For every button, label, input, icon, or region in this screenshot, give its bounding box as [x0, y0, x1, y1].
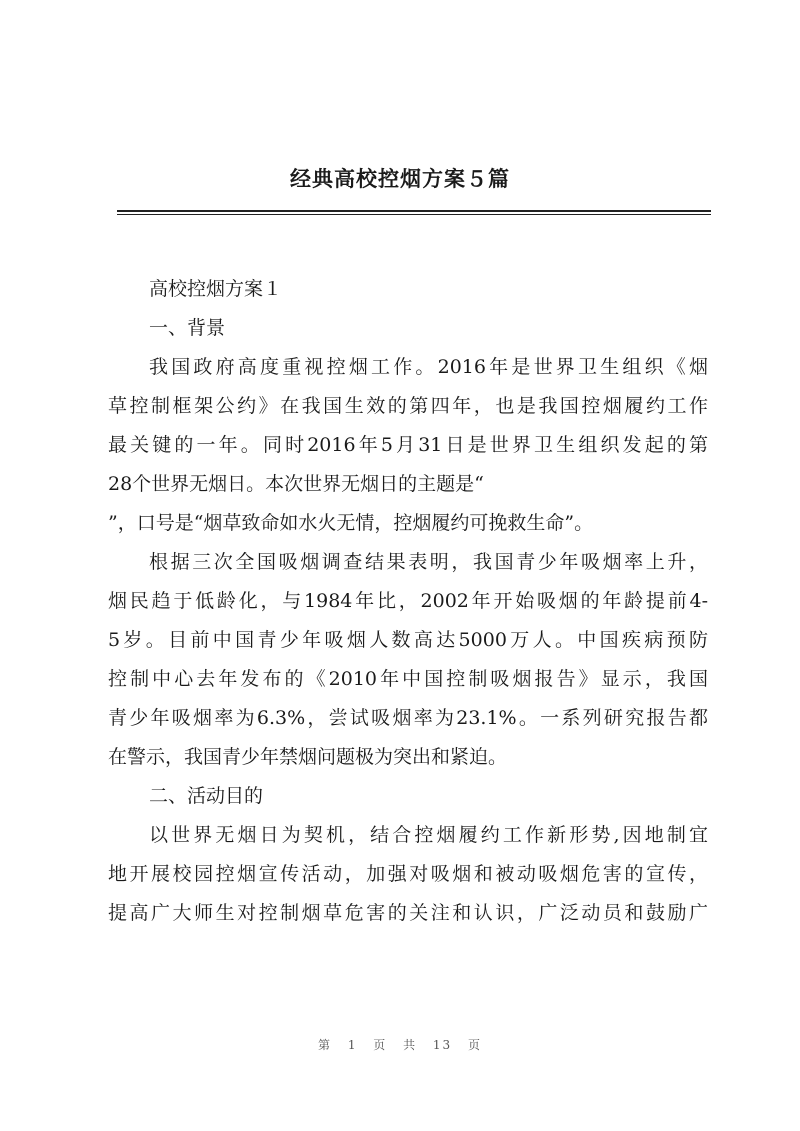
- paragraph-line: 以世界无烟日为契机，结合控烟履约工作新形势,因地制宜: [149, 824, 708, 846]
- paragraph-line: 提高广大师生对控制烟草危害的关注和认识，广泛动员和鼓励广: [108, 902, 708, 924]
- paragraph-line: 5岁。目前中国青少年吸烟人数高达5000万人。中国疾病预防: [108, 629, 708, 651]
- title-rule-thin: [117, 214, 711, 215]
- paragraph-line: 地开展校园控烟宣传活动，加强对吸烟和被动吸烟危害的宣传，: [108, 863, 708, 885]
- paragraph-line: 我国政府高度重视控烟工作。2016年是世界卫生组织《烟: [149, 356, 708, 378]
- paragraph-line: 在警示，我国青少年禁烟问题极为突出和紧迫。: [108, 746, 508, 768]
- paragraph-line: 最关键的一年。同时2016年5月31日是世界卫生组织发起的第: [108, 434, 708, 456]
- paragraph-line: 烟民趋于低龄化，与1984年比，2002年开始吸烟的年龄提前4-: [108, 590, 708, 612]
- section-heading: 高校控烟方案１: [149, 278, 283, 300]
- paragraph-line: 控制中心去年发布的《2010年中国控制吸烟报告》显示，我国: [108, 668, 708, 690]
- paragraph-line: 28个世界无烟日。本次世界无烟日的主题是“: [108, 473, 484, 495]
- paragraph-line: ”，口号是“烟草致命如水火无情，控烟履约可挽救生命”。: [108, 512, 594, 534]
- subsection-heading: 二、活动目的: [149, 785, 264, 807]
- paragraph-line: 根据三次全国吸烟调查结果表明，我国青少年吸烟率上升，: [149, 551, 708, 573]
- paragraph-line: 草控制框架公约》在我国生效的第四年，也是我国控烟履约工作: [108, 395, 708, 417]
- document-body: [108, 270, 708, 933]
- title-rule-thick: [117, 210, 711, 212]
- document-title: 经典高校控烟方案５篇: [290, 166, 510, 191]
- subsection-heading: 一、背景: [149, 317, 226, 339]
- page-footer: 第 1 页 共 13 页: [318, 1038, 482, 1052]
- paragraph-line: 青少年吸烟率为6.3%，尝试吸烟率为23.1%。一系列研究报告都: [108, 707, 708, 729]
